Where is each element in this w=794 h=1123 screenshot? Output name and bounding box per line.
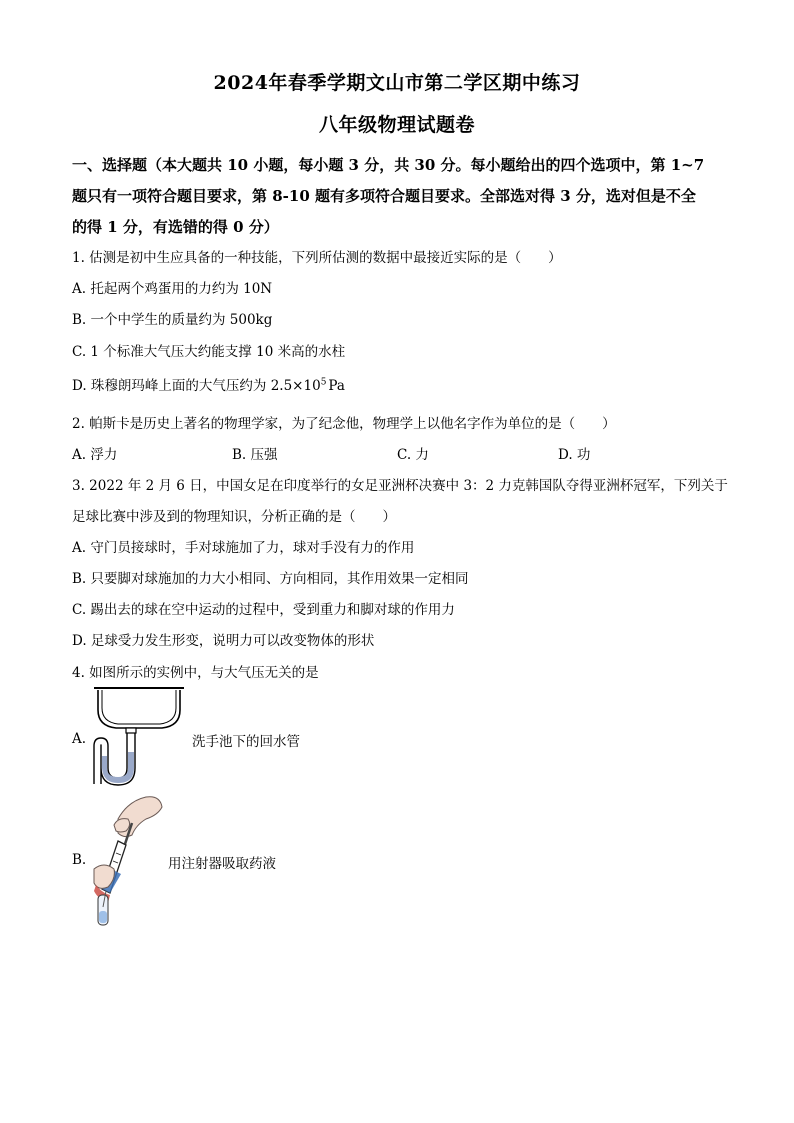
q2-stem: 2. 帕斯卡是历史上著名的物理学家，为了纪念他，物理学上以他名字作为单位的是（ ） [72, 416, 616, 432]
q1-option-d-text: D. 珠穆朗玛峰上面的大气压约为 2.5×10 [72, 378, 321, 394]
q1-option-d-exponent: 5 [320, 377, 327, 388]
q2-option-c: C. 力 [397, 447, 429, 463]
q3-stem-line-1: 3. 2022 年 2 月 6 日，中国女足在印度举行的女足亚洲杯决赛中 3：2 力克韩国队夺得亚洲杯冠军，下列关于 [72, 478, 728, 494]
q4-option-b-letter: B. [72, 852, 87, 868]
section-heading-line-1: 一、选择题（本大题共 10 小题，每小题 3 分，共 30 分。每小题给出的四个选项中，第 1~7 [72, 156, 705, 174]
q2-option-d: D. 功 [558, 447, 591, 463]
q3-option-d: D. 足球受力发生形变，说明力可以改变物体的形状 [72, 633, 375, 649]
q1-option-b: B. 一个中学生的质量约为 500kg [72, 312, 273, 328]
q4-option-b-caption: 用注射器吸取药液 [168, 856, 276, 872]
q3-option-a: A. 守门员接球时，手对球施加了力，球对手没有力的作用 [72, 540, 415, 556]
q3-option-b: B. 只要脚对球施加的力大小相同、方向相同，其作用效果一定相同 [72, 571, 469, 587]
q2-option-a: A. 浮力 [72, 447, 118, 463]
q2-option-b: B. 压强 [232, 447, 278, 463]
q4-option-a-caption: 洗手池下的回水管 [192, 734, 300, 750]
sink-trap-illustration [90, 686, 190, 786]
q1-stem: 1. 估测是初中生应具备的一种技能，下列所估测的数据中最接近实际的是（ ） [72, 250, 562, 266]
exam-title: 2024年春季学期文山市第二学区期中练习 [213, 72, 581, 94]
q4-option-a-letter: A. [72, 731, 87, 747]
q1-option-a: A. 托起两个鸡蛋用的力约为 10N [72, 281, 273, 297]
exam-subtitle: 八年级物理试题卷 [318, 114, 475, 136]
section-heading-line-3: 的得 1 分，有选错的得 0 分） [72, 218, 279, 236]
q2-options [72, 443, 732, 463]
q3-stem-line-2: 足球比赛中涉及到的物理知识，分析正确的是（ ） [72, 509, 396, 525]
q1-option-d-unit: Pa [328, 378, 345, 394]
syringe-illustration [88, 795, 163, 930]
q3-option-c: C. 踢出去的球在空中运动的过程中，受到重力和脚对球的作用力 [72, 602, 455, 618]
section-heading-line-2: 题只有一项符合题目要求，第 8-10 题有多项符合题目要求。全部选对得 3 分，选对但是不全 [72, 187, 696, 205]
q1-option-d [72, 374, 345, 394]
q1-option-c: C. 1 个标准大气压大约能支撑 10 米高的水柱 [72, 344, 346, 360]
q4-stem: 4. 如图所示的实例中，与大气压无关的是 [72, 665, 319, 681]
